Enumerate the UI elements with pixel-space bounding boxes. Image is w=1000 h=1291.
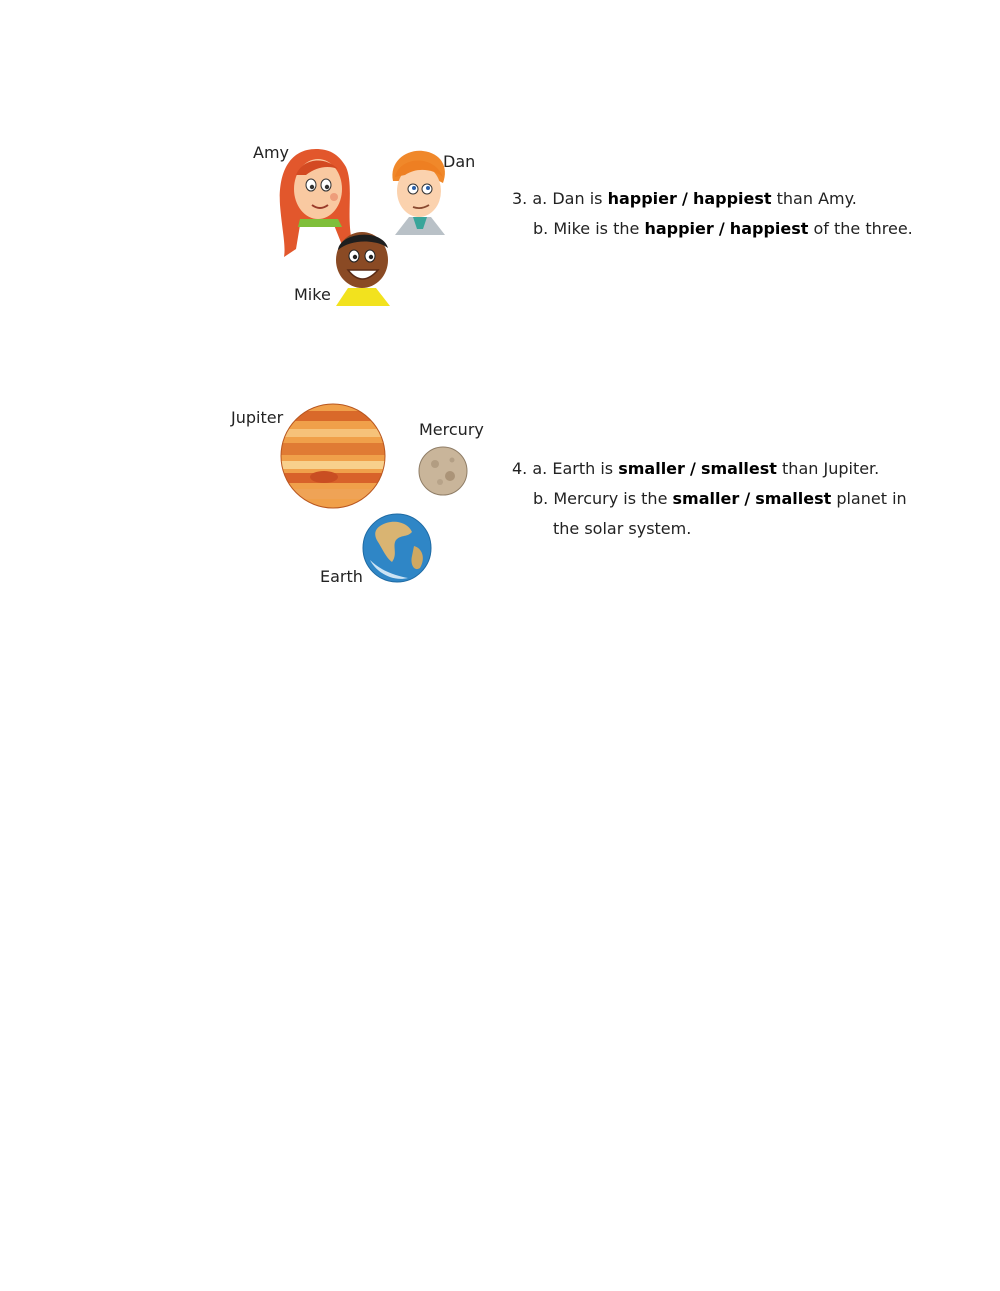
mercury-illustration <box>418 446 468 496</box>
question-text: than Amy. <box>776 189 857 208</box>
question-text: Earth is <box>552 459 614 478</box>
option-smallest[interactable]: smallest <box>755 489 832 508</box>
question-letter: a. <box>532 459 548 478</box>
option-happiest[interactable]: happiest <box>729 219 809 238</box>
label-mercury: Mercury <box>419 420 484 439</box>
option-happier[interactable]: happier <box>644 219 714 238</box>
jupiter-illustration <box>280 403 386 509</box>
question-text: Dan is <box>552 189 603 208</box>
earth-illustration <box>362 512 432 584</box>
question-4a <box>512 454 879 484</box>
question-letter: b. <box>533 489 549 508</box>
question-letter: a. <box>532 189 548 208</box>
question-text: planet in <box>836 489 907 508</box>
option-happier[interactable]: happier <box>607 189 677 208</box>
label-earth: Earth <box>320 567 363 586</box>
question-3b <box>533 214 913 244</box>
question-4b <box>533 484 907 514</box>
question-text: Mercury is the <box>553 489 668 508</box>
question-text: of the three. <box>813 219 913 238</box>
question-number: 3. <box>512 189 528 208</box>
option-separator: / <box>718 219 725 238</box>
option-separator: / <box>744 489 751 508</box>
option-separator: / <box>682 189 688 208</box>
label-mike: Mike <box>294 285 331 304</box>
option-smaller[interactable]: smaller <box>618 459 685 478</box>
option-happiest[interactable]: happiest <box>692 189 772 208</box>
question-letter: b. <box>533 219 549 238</box>
question-text: Mike is the <box>553 219 640 238</box>
dan-illustration <box>383 147 453 237</box>
question-text: than Jupiter. <box>782 459 880 478</box>
label-jupiter: Jupiter <box>231 408 284 427</box>
mike-illustration <box>332 226 396 306</box>
question-number: 4. <box>512 459 528 478</box>
label-dan: Dan <box>443 152 476 171</box>
option-smaller[interactable]: smaller <box>672 489 740 508</box>
question-3a <box>512 184 857 214</box>
option-smallest[interactable]: smallest <box>700 459 777 478</box>
option-separator: / <box>690 459 696 478</box>
label-amy: Amy <box>253 143 289 162</box>
question-4b-continuation: the solar system. <box>553 519 692 538</box>
